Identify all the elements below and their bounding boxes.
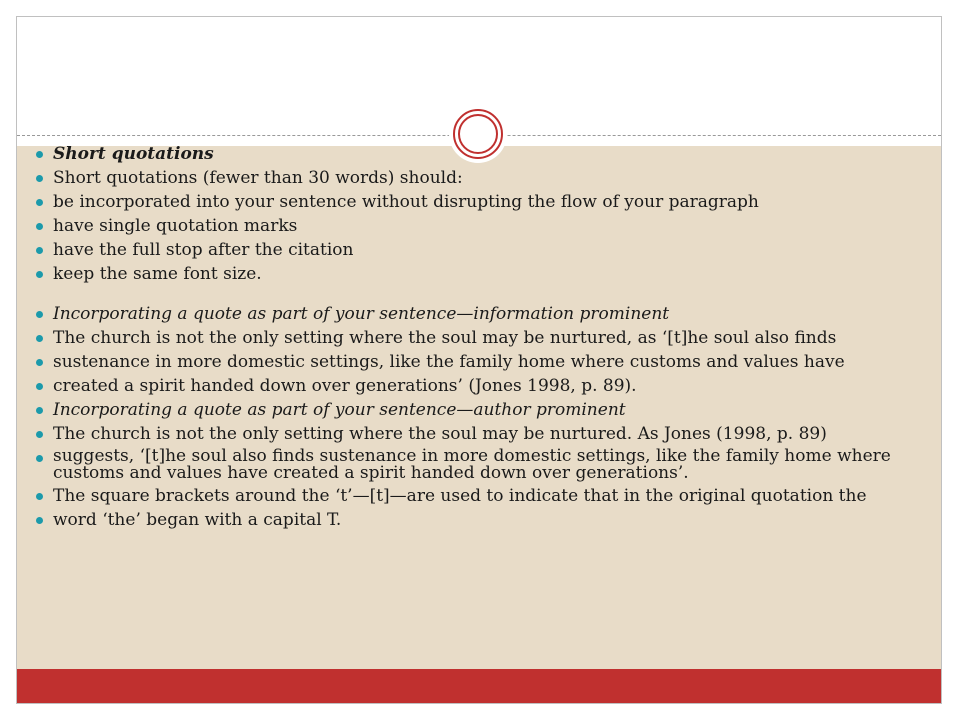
bullet-item: have single quotation marks <box>36 216 896 236</box>
bullet-item: The square brackets around the ‘t’—[t]—are used to indicate that in the original quotation the <box>36 486 896 506</box>
bullet-item: suggests, ‘[t]he soul also finds sustenance in more domestic settings, like the family home where customs and values have created a spirit handed down over generations’. <box>36 448 896 482</box>
bullet-heading-author-prominent: Incorporating a quote as part of your sentence—author prominent <box>36 400 896 420</box>
bullet-item: keep the same font size. <box>36 264 896 284</box>
bullet-item: Short quotations (fewer than 30 words) should: <box>36 168 896 188</box>
bullet-list <box>36 144 896 534</box>
bullet-item: word ‘the’ began with a capital T. <box>36 510 896 530</box>
bullet-item: be incorporated into your sentence without disrupting the flow of your paragraph <box>36 192 896 212</box>
bullet-item: sustenance in more domestic settings, like the family home where customs and values have <box>36 352 896 372</box>
bullet-item: The church is not the only setting where the soul may be nurtured. As Jones (1998, p. 89) <box>36 424 896 444</box>
footer-bar <box>17 669 941 703</box>
bullet-heading-information-prominent: Incorporating a quote as part of your sentence—information prominent <box>36 304 896 324</box>
bullet-item: created a spirit handed down over generations’ (Jones 1998, p. 89). <box>36 376 896 396</box>
bullet-item: The church is not the only setting where the soul may be nurtured, as ‘[t]he soul also finds <box>36 328 896 348</box>
bullet-item: have the full stop after the citation <box>36 240 896 260</box>
bullet-heading-short-quotations: Short quotations <box>36 144 896 164</box>
